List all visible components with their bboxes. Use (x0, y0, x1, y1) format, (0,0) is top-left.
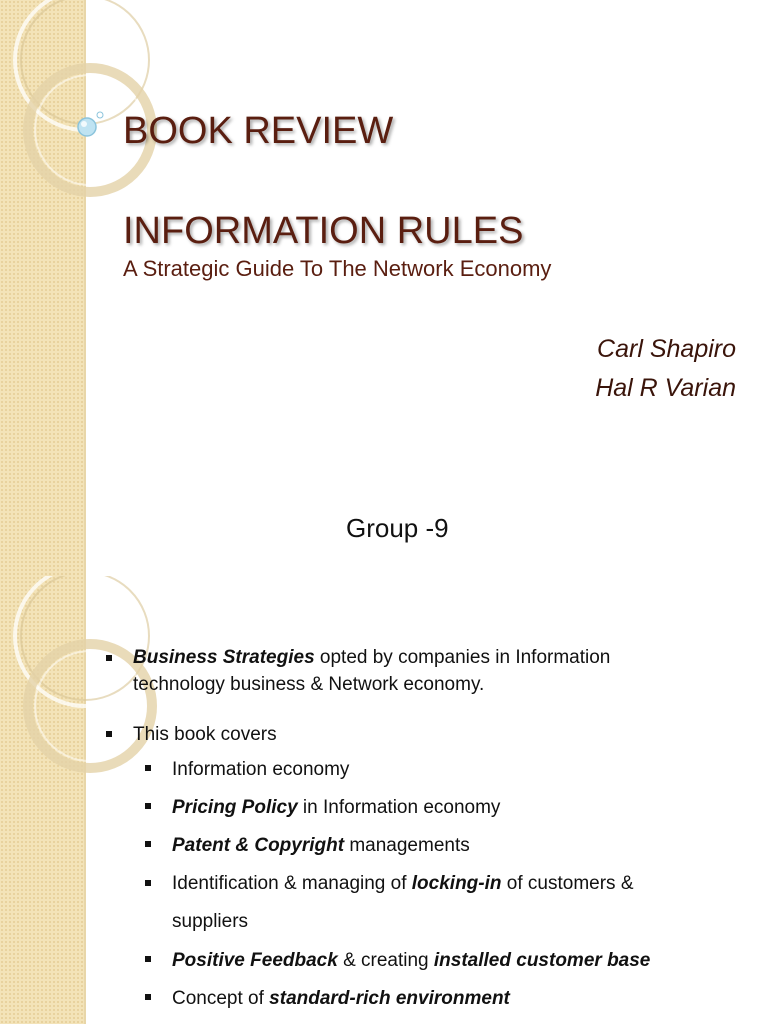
bold-phrase: Positive Feedback (172, 950, 338, 971)
text: of customers & (501, 873, 634, 894)
sub-bullet-marker (145, 765, 151, 771)
book-subtitle: A Strategic Guide To The Network Economy (123, 256, 552, 281)
text: in Information economy (297, 797, 501, 818)
bold-phrase: Business Strategies (133, 647, 315, 668)
sub-item-positive-feedback (172, 947, 650, 974)
bold-phrase: Pricing Policy (172, 797, 298, 818)
sub-bullet-marker (145, 880, 151, 886)
text: managements (344, 835, 470, 856)
content-slide (0, 576, 768, 1024)
text: Identification & managing of (172, 873, 412, 894)
sub-bullet-marker (145, 841, 151, 847)
list-item-business-strategies (133, 644, 741, 671)
author-1: Carl Shapiro (597, 335, 736, 363)
bold-phrase: installed customer base (433, 950, 651, 971)
bullet-marker (106, 655, 112, 661)
text: opted by companies in Information (314, 647, 611, 668)
bold-phrase: standard-rich environment (269, 988, 510, 1009)
bold-phrase: locking-in (411, 873, 502, 894)
author-2: Hal R Varian (595, 374, 736, 402)
sub-item-pricing-policy (172, 794, 500, 821)
text: & creating (337, 950, 434, 971)
bold-phrase: Patent & Copyright (172, 835, 345, 856)
slide-title: BOOK REVIEW (123, 110, 394, 152)
book-title: INFORMATION RULES (123, 210, 524, 252)
sub-item-patent-copyright (172, 832, 470, 859)
sub-bullet-marker (145, 956, 151, 962)
sub-item-standard-rich (172, 985, 510, 1012)
list-item-continuation: technology business & Network economy. (133, 674, 485, 695)
sub-item-information-economy: Information economy (172, 759, 350, 780)
sub-bullet-marker (145, 994, 151, 1000)
sub-bullet-marker (145, 803, 151, 809)
list-item-book-covers: This book covers (133, 724, 277, 745)
group-label: Group -9 (346, 513, 449, 543)
text: Concept of (172, 988, 270, 1009)
sub-item-continuation: suppliers (172, 911, 249, 932)
sub-item-locking-in (172, 870, 741, 897)
bullet-marker (106, 731, 112, 737)
